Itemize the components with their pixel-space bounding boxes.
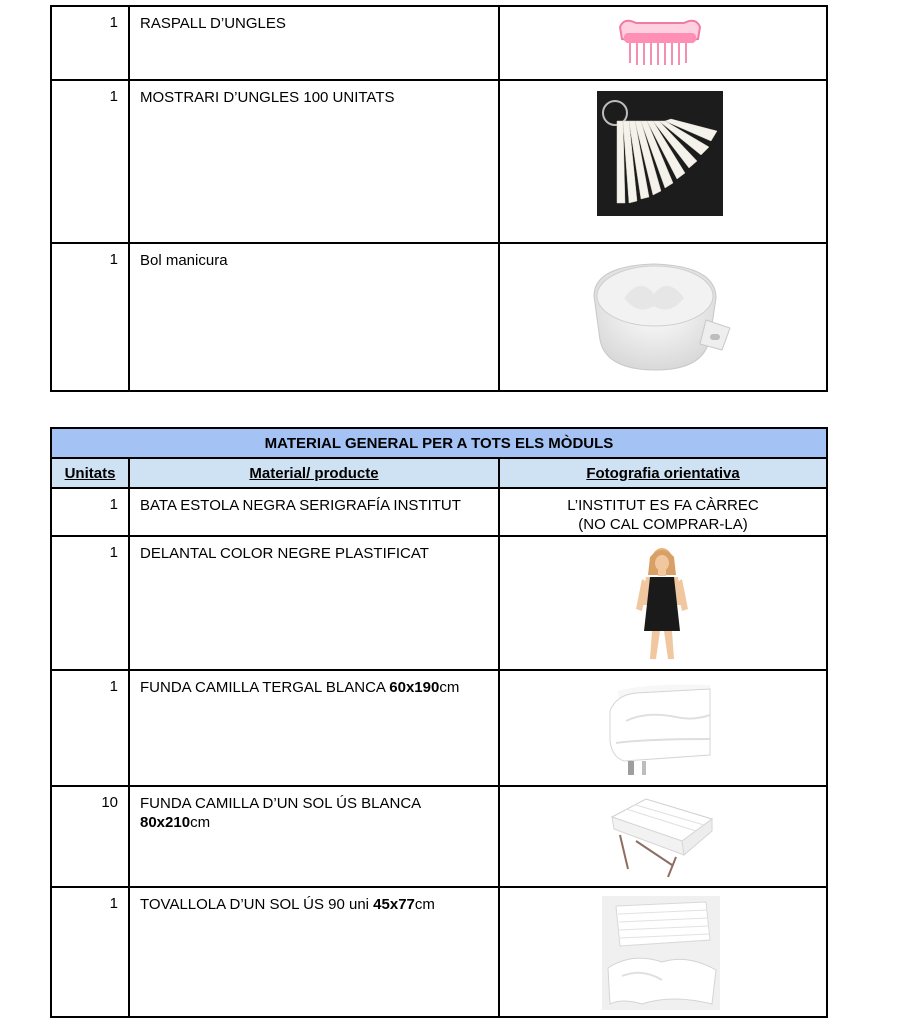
item-unit: cm (414, 896, 435, 913)
towels-image (602, 896, 720, 1010)
table-row (51, 6, 827, 80)
nail-swatch-image (597, 91, 723, 216)
general-materials-table (50, 427, 828, 1018)
item-cell: DELANTAL COLOR NEGRE PLASTIFICAT (129, 536, 499, 670)
qty-cell: 1 (51, 80, 129, 243)
qty-cell: 1 (51, 670, 129, 786)
photo-cell (499, 887, 827, 1017)
item-cell (129, 786, 499, 887)
table-row (51, 786, 827, 887)
item-text: FUNDA CAMILLA D’UN SOL ÚS BLANCA (140, 795, 422, 812)
item-cell: BATA ESTOLA NEGRA SERIGRAFÍA INSTITUT (129, 488, 499, 536)
item-cell: Bol manicura (129, 243, 499, 391)
photo-cell (499, 6, 827, 80)
note-cell (499, 488, 827, 536)
item-size: 60x190 (389, 679, 440, 696)
photo-cell (499, 670, 827, 786)
item-size: 45x77 (373, 896, 415, 913)
note-line: L’INSTITUT ES FA CÀRREC (567, 497, 759, 514)
table-row (51, 670, 827, 786)
item-cell (129, 670, 499, 786)
photo-cell (499, 536, 827, 670)
qty-cell: 1 (51, 536, 129, 670)
item-cell (129, 887, 499, 1017)
apron-image (632, 547, 692, 663)
item-text: FUNDA CAMILLA TERGAL BLANCA (140, 679, 390, 696)
table-row (51, 80, 827, 243)
header-photo: Fotografia orientativa (499, 458, 827, 488)
header-units: Unitats (51, 458, 129, 488)
qty-cell: 1 (51, 243, 129, 391)
item-cell: RASPALL D’UNGLES (129, 6, 499, 80)
photo-cell (499, 243, 827, 391)
item-size: 80x210 (140, 814, 191, 831)
item-text: TOVALLOLA D’UN SOL ÚS 90 uni (140, 896, 374, 913)
nail-brush-image (610, 15, 710, 75)
photo-cell (499, 80, 827, 243)
table-row (51, 887, 827, 1017)
table-title: MATERIAL GENERAL PER A TOTS ELS MÒDULS (51, 428, 827, 458)
item-unit: cm (439, 679, 460, 696)
top-materials-table (50, 5, 828, 392)
qty-cell: 10 (51, 786, 129, 887)
item-unit: cm (190, 814, 211, 831)
table-row (51, 488, 827, 536)
photo-cell (499, 786, 827, 887)
qty-cell: 1 (51, 887, 129, 1017)
disposable-cover-image (606, 795, 716, 879)
qty-cell: 1 (51, 6, 129, 80)
table-header-row (51, 458, 827, 488)
note-line: (NO CAL COMPRAR-LA) (578, 516, 748, 533)
qty-cell: 1 (51, 488, 129, 536)
manicure-bowl-image (588, 258, 738, 376)
table-row (51, 243, 827, 391)
bed-cover-image (606, 681, 714, 779)
table-title-row (51, 428, 827, 458)
item-cell: MOSTRARI D’UNGLES 100 UNITATS (129, 80, 499, 243)
table-row (51, 536, 827, 670)
header-material: Material/ producte (129, 458, 499, 488)
